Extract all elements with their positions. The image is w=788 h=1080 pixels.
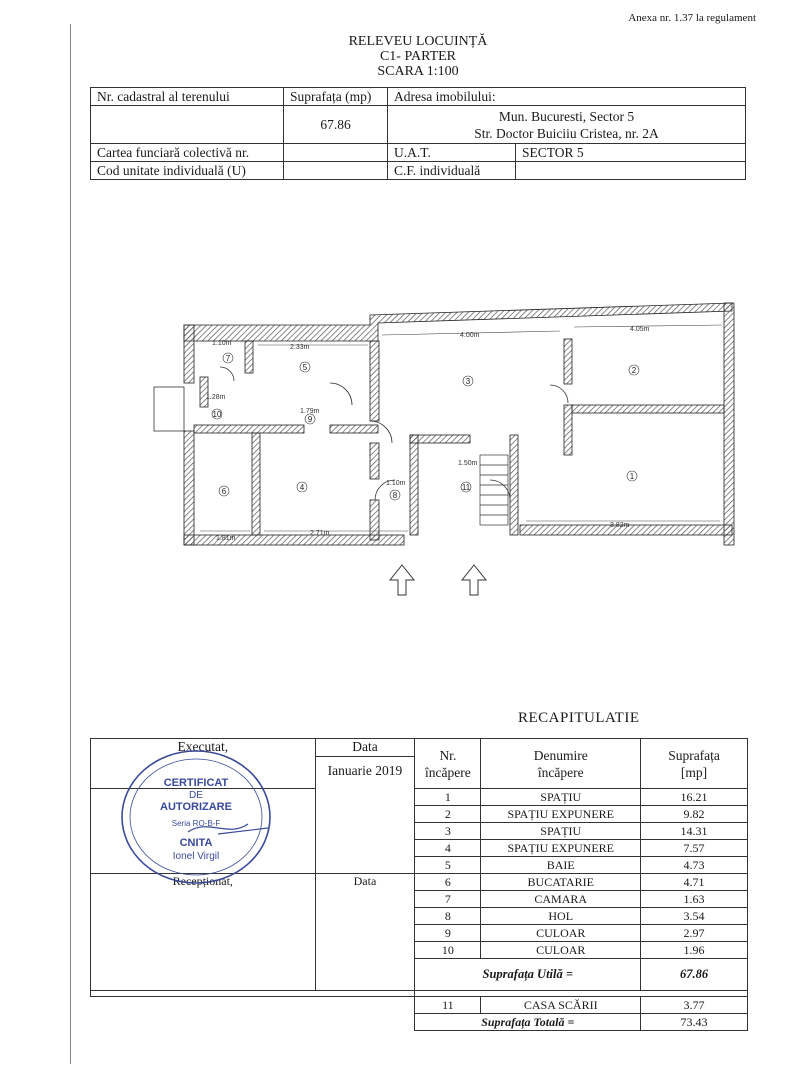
row-nr: 6: [415, 874, 481, 891]
row-nr: 1: [415, 789, 481, 806]
document-scale: SCARA 1:100: [377, 64, 459, 79]
row-area: 1.63: [641, 891, 748, 908]
cod-value: [284, 162, 388, 180]
stamp-line-2: DE: [189, 790, 203, 801]
date-label: Data: [315, 739, 415, 757]
stamp-line-5: CNITA: [179, 837, 213, 849]
document-title: RELEVEU LOCUINȚĂ: [348, 34, 488, 49]
room-number: 1: [629, 472, 635, 481]
footer-blank: [91, 1014, 415, 1031]
address-line-2: Str. Doctor Buiciiu Cristea, nr. 2A: [474, 125, 659, 141]
row-name: SPAȚIU EXPUNERE: [481, 840, 641, 857]
row-name: CAMARA: [481, 891, 641, 908]
dim-label: 2.33m: [290, 344, 310, 351]
row-nr: 4: [415, 840, 481, 857]
col-nr-line2: încăpere: [425, 764, 471, 780]
area-label: Suprafața (mp): [284, 88, 388, 106]
dim-label: 3.82m: [610, 522, 630, 529]
row-area: 3.54: [641, 908, 748, 925]
row-name: SPAȚIU EXPUNERE: [481, 806, 641, 823]
stamp-line-4: Seria RO-B-F: [171, 819, 221, 828]
row-name: SPAȚIU: [481, 789, 641, 806]
address-line-1: Mun. Bucuresti, Sector 5: [498, 108, 635, 124]
dimension-labels: [206, 326, 650, 542]
room-number: 2: [631, 366, 637, 375]
uat-label: U.A.T.: [388, 144, 516, 162]
row-nr: 2: [415, 806, 481, 823]
room-number: 10: [212, 410, 222, 419]
dim-label: 1.10m: [386, 480, 406, 487]
row-nr: 3: [415, 823, 481, 840]
room-number: 7: [225, 354, 231, 363]
stair-nr: 11: [415, 997, 481, 1014]
row-area: 4.73: [641, 857, 748, 874]
stamp-line-6: Ionel Virgil: [172, 851, 220, 862]
carte-label: Cartea funciară colectivă nr.: [91, 144, 284, 162]
dim-label: 1.50m: [458, 460, 478, 467]
cf-value: [516, 162, 746, 180]
property-info-table: [90, 87, 746, 180]
col-area-header: [641, 739, 748, 789]
stairs: [480, 455, 508, 525]
room-number: 9: [307, 415, 313, 424]
room-number: 5: [302, 363, 308, 372]
row-area: 7.57: [641, 840, 748, 857]
cf-label: C.F. individuală: [388, 162, 516, 180]
row-nr: 7: [415, 891, 481, 908]
row-nr: 9: [415, 925, 481, 942]
dim-label: 4.00m: [460, 332, 480, 339]
row-area: 16.21: [641, 789, 748, 806]
col-area-line1: Suprafața: [668, 747, 720, 763]
walls: [184, 303, 734, 545]
date-value: Ianuarie 2019: [315, 757, 415, 874]
row-nr: 10: [415, 942, 481, 959]
stamp-line-1: CERTIFICAT: [163, 777, 229, 789]
dim-label: 1.10m: [212, 340, 232, 347]
entry-porch: [154, 387, 184, 431]
area-value: 67.86: [284, 106, 388, 144]
row-area: 9.82: [641, 806, 748, 823]
row-name: SPAȚIU: [481, 823, 641, 840]
row-name: CULOAR: [481, 925, 641, 942]
footer-blank: [91, 997, 415, 1014]
dim-label: 1.81m: [216, 535, 236, 542]
row-name: HOL: [481, 908, 641, 925]
row-area: 14.31: [641, 823, 748, 840]
stair-name: CASA SCĂRII: [481, 997, 641, 1014]
entrance-arrows: [390, 565, 486, 595]
room-number: 3: [465, 377, 471, 386]
authorization-stamp: [118, 748, 274, 886]
cadastral-value: [91, 106, 284, 144]
address-value: [388, 106, 746, 144]
received-label: Recepționat,: [91, 874, 316, 991]
col-name-header: [481, 739, 641, 789]
row-name: BUCATARIE: [481, 874, 641, 891]
dim-label: 4.05m: [630, 326, 650, 333]
room-number: 8: [392, 491, 398, 500]
cod-label: Cod unitate individuală (U): [91, 162, 284, 180]
document-subtitle: C1- PARTER: [379, 49, 457, 64]
row-area: 1.96: [641, 942, 748, 959]
stamp-line-3: AUTORIZARE: [160, 801, 232, 813]
col-name-line2: încăpere: [537, 764, 584, 780]
col-area-line2: [mp]: [680, 764, 708, 780]
dim-label: 1.28m: [206, 394, 226, 401]
cadastral-label: Nr. cadastral al terenului: [91, 88, 284, 106]
util-label: Suprafața Utilă =: [415, 959, 641, 991]
total-value: 73.43: [641, 1014, 748, 1031]
executed-label: Executat,: [91, 739, 316, 789]
col-name-line1: Denumire: [533, 747, 588, 763]
carte-value: [284, 144, 388, 162]
row-nr: 5: [415, 857, 481, 874]
recap-title: RECAPITULATIE: [518, 710, 640, 726]
dim-label: 1.79m: [300, 408, 320, 415]
row-area: 2.97: [641, 925, 748, 942]
dim-label: 2.71m: [310, 530, 330, 537]
util-value: 67.86: [641, 959, 748, 991]
row-name: CULOAR: [481, 942, 641, 959]
room-number: 11: [461, 483, 471, 492]
row-area: 4.71: [641, 874, 748, 891]
room-number: 6: [221, 487, 227, 496]
stair-area: 3.77: [641, 997, 748, 1014]
col-nr-line1: Nr.: [439, 747, 457, 763]
row-name: BAIE: [481, 857, 641, 874]
row-nr: 8: [415, 908, 481, 925]
uat-value: SECTOR 5: [516, 144, 746, 162]
date-label-2: Data: [315, 874, 415, 991]
annex-reference: Anexa nr. 1.37 la regulament: [628, 12, 756, 24]
col-nr-header: [415, 739, 481, 789]
room-number: 4: [299, 483, 305, 492]
address-label: Adresa imobilului:: [388, 88, 746, 106]
floor-plan: [140, 295, 740, 605]
total-label: Suprafața Totală =: [415, 1014, 641, 1031]
